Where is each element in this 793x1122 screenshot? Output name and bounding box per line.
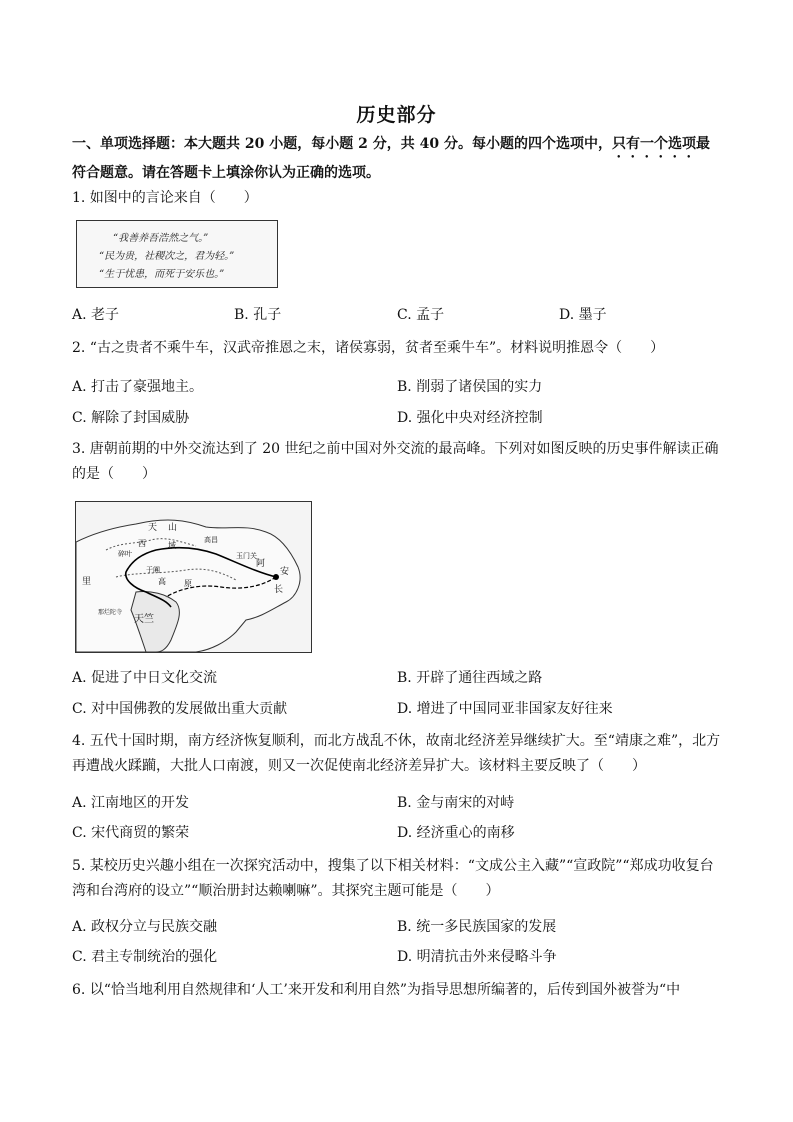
q4-option-d[interactable]: D. 经济重心的南移 [397, 825, 515, 841]
question-1-stem: 1. 如图中的言论来自（ ） [72, 190, 258, 206]
q3-option-d[interactable]: D. 增进了中国同亚非国家友好往来 [397, 701, 613, 717]
svg-text:西: 西 [138, 539, 146, 548]
question-4-stem: 4. 五代十国时期，南方经济恢复顺利，而北方战乱不休，故南北经济差异继续扩大。至“靖康之难”，北方再遭战火蹂躏，大批人口南渡，则又一次促使南北经济差异扩大。该材料主要反映了（ ） [72, 733, 721, 774]
q4-option-a[interactable]: A. 江南地区的开发 [72, 795, 190, 811]
svg-text:域: 域 [168, 541, 176, 550]
q5-option-d[interactable]: D. 明清抗击外来侵略斗争 [397, 949, 557, 965]
section-instructions [72, 132, 722, 186]
svg-text:高昌: 高昌 [204, 536, 218, 544]
svg-text:高: 高 [158, 577, 166, 586]
quote-line-2: “民为贵，社稷次之，君为轻。” [99, 251, 235, 262]
quote-line-3: “生于忧患，而死于安乐也。” [99, 269, 225, 280]
question-3-map-figure [75, 501, 312, 653]
svg-text:阿: 阿 [256, 559, 266, 569]
q1-option-b[interactable]: B. 孔子 [234, 307, 282, 323]
q3-option-a[interactable]: A. 促进了中日文化交流 [72, 670, 218, 686]
silk-road-map [76, 502, 311, 652]
quote-line-1: “我善养吾浩然之气。” [113, 233, 209, 244]
q2-option-d[interactable]: D. 强化中央对经济控制 [397, 410, 543, 426]
question-6-stem: 6. 以“恰当地利用自然规律和‘人工’来开发和利用自然”为指导思想所编著的，后传到国外被誉为“中 [72, 982, 681, 998]
q4-option-c[interactable]: C. 宋代商贸的繁荣 [72, 825, 190, 841]
q1-option-d[interactable]: D. 墨子 [559, 307, 607, 323]
q3-option-b[interactable]: B. 开辟了通往西域之路 [397, 670, 543, 686]
q2-option-b[interactable]: B. 削弱了诸侯国的实力 [397, 379, 543, 395]
question-5-stem: 5. 某校历史兴趣小组在一次探究活动中，搜集了以下相关材料：“文成公主入藏”“宣政院”“郑成功收复台湾和台湾府的设立”“顺治册封达赖喇嘛”。其探究主题可能是（ ） [72, 858, 714, 899]
svg-text:天: 天 [148, 523, 158, 533]
q3-option-c[interactable]: C. 对中国佛教的发展做出重大贡献 [72, 701, 288, 717]
q4-option-b[interactable]: B. 金与南宋的对峙 [397, 795, 515, 811]
section-text-post: 最符合题意。请在答题卡上填涂你认为正确的选项。 [72, 136, 710, 181]
question-1-quote-figure [76, 220, 278, 288]
q5-option-a[interactable]: A. 政权分立与民族交融 [72, 919, 218, 935]
section-text-emphasis: 只有一个选项 [611, 136, 696, 152]
svg-text:安: 安 [280, 567, 290, 577]
question-2-stem: 2. “古之贵者不乘牛车，汉武帝推恩之末，诸侯寡弱，贫者至乘牛车”。材料说明推恩令（ ） [72, 340, 665, 356]
q5-option-b[interactable]: B. 统一多民族国家的发展 [397, 919, 557, 935]
svg-text:那烂陀寺: 那烂陀寺 [98, 609, 123, 616]
page-title: 历史部分 [356, 104, 437, 126]
svg-text:碎叶: 碎叶 [118, 550, 132, 558]
svg-text:玉门关: 玉门关 [236, 552, 257, 560]
q5-option-c[interactable]: C. 君主专制统治的强化 [72, 949, 218, 965]
svg-text:长: 长 [274, 585, 284, 595]
svg-text:于阗: 于阗 [146, 566, 160, 574]
svg-text:里: 里 [82, 577, 92, 587]
question-3-stem: 3. 唐朝前期的中外交流达到了 20 世纪之前中国对外交流的最高峰。下列对如图反映的历史事件解读正确的是（ ） [72, 441, 719, 482]
svg-text:天竺: 天竺 [134, 614, 154, 625]
svg-text:原: 原 [184, 579, 192, 588]
q2-option-a[interactable]: A. 打击了豪强地主。 [72, 379, 204, 395]
svg-text:山: 山 [168, 523, 178, 533]
q1-option-c[interactable]: C. 孟子 [397, 307, 445, 323]
q1-option-a[interactable]: A. 老子 [72, 307, 120, 323]
section-text-pre: 一、单项选择题：本大题共 20 小题，每小题 2 分，共 40 分。每小题的四个选项中， [72, 136, 612, 152]
q2-option-c[interactable]: C. 解除了封国威胁 [72, 410, 190, 426]
